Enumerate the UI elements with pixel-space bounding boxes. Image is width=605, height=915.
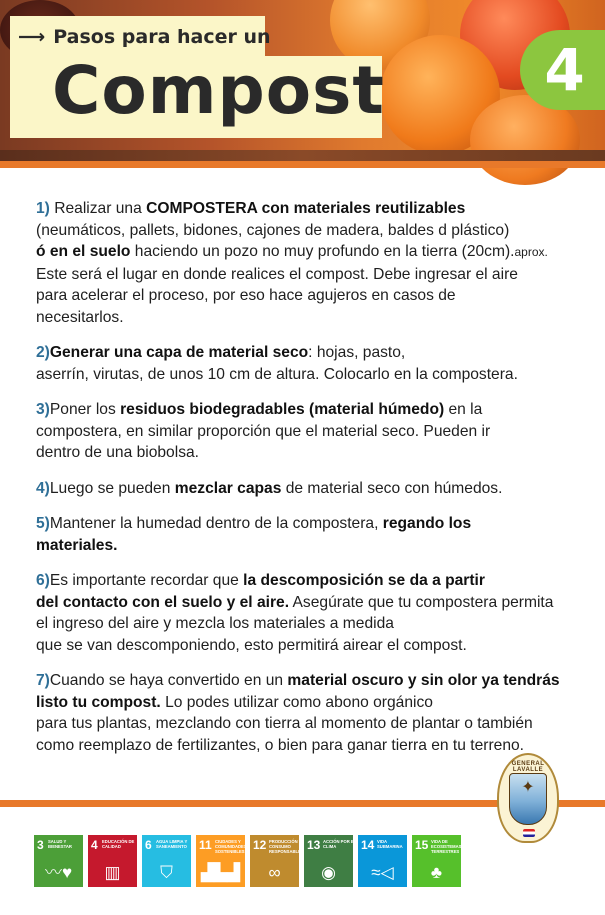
step-text: Lo podes utilizar como abono orgánico: [160, 693, 433, 711]
step-line: [36, 421, 576, 443]
step-text: Es importante recordar que: [49, 572, 244, 589]
step-item: [36, 513, 576, 556]
infinity-icon: ∞: [268, 863, 281, 882]
ods-number: 6: [145, 838, 152, 852]
seal-text: GENERAL LAVALLE: [511, 761, 545, 773]
step-text: Mantener la humedad dentro de la compostera,: [49, 515, 383, 532]
step-line: [36, 513, 576, 535]
step-text: para acelerar el proceso, por eso hace agujeros en casos de: [36, 287, 456, 304]
step-text: Luego se pueden: [49, 479, 175, 497]
step-item: [36, 198, 576, 328]
book-icon: ▥: [104, 863, 121, 882]
step-text: compostera, en similar proporción que el material seco. Pueden ir: [36, 422, 491, 440]
step-text: aserrín, virutas, de unos 10 cm de altura. Colocarlo en la compostera.: [36, 365, 518, 383]
step-line: [36, 198, 576, 220]
ods-goal-4: [88, 835, 137, 887]
ods-goal-13: [304, 835, 357, 887]
ods-label: CIUDADES Y COMUNIDADES SOSTENIBLES: [215, 839, 247, 854]
step-line: [36, 692, 576, 714]
step-number: 7): [36, 672, 50, 689]
step-line: [36, 592, 576, 614]
step-text-bold: COMPOSTERA con materiales reutilizables: [146, 200, 466, 217]
step-item: [36, 399, 576, 464]
step-text-bold: ó en el suelo: [36, 243, 131, 260]
ods-label: PRODUCCIÓN Y CONSUMO RESPONSABLES: [269, 839, 304, 854]
ods-label: VIDA DE ECOSISTEMAS TERRESTRES: [431, 839, 462, 854]
page-title: Compost: [52, 52, 385, 129]
step-text: para tus plantas, mezclando con tierra al momento de plantar o también: [36, 715, 533, 732]
ods-goal-6: [142, 835, 191, 887]
step-text: que se van descomponiendo, esto permitirá airear el compost.: [36, 636, 467, 654]
ods-goal-3: [34, 835, 83, 887]
step-text: : hojas, pasto,: [308, 344, 406, 361]
step-number: 1): [36, 200, 50, 217]
step-text: Cuando se haya convertido en un: [49, 672, 288, 689]
step-line: [36, 364, 576, 386]
step-text-bold: regando los: [382, 515, 472, 532]
step-number-badge: 4: [520, 30, 605, 110]
step-item: [36, 670, 576, 756]
ods-number: 4: [91, 838, 98, 852]
step-line: [36, 535, 576, 557]
heartbeat-icon: 〰♥: [44, 863, 73, 882]
step-line: [36, 307, 576, 329]
step-line: [36, 570, 576, 592]
tree-icon: ♣: [430, 863, 443, 882]
step-text-bold: del contacto con el suelo y el aire.: [36, 593, 290, 611]
step-text: Realizar una: [49, 200, 147, 217]
step-number: 3): [36, 401, 50, 418]
step-line: [36, 442, 576, 464]
step-line: [36, 613, 576, 635]
step-line: [36, 399, 576, 421]
ods-label: SALUD Y BIENESTAR: [48, 839, 72, 849]
step-number: 5): [36, 515, 50, 532]
step-item: [36, 478, 576, 500]
step-text: aprox.: [514, 245, 548, 259]
step-line: [36, 264, 576, 286]
step-text: el ingreso del aire y mezcla los materiales a medida: [36, 615, 394, 632]
step-text: (neumáticos, pallets, bidones, cajones de madera, baldes d plástico): [36, 221, 510, 239]
step-text-bold: listo tu compost.: [36, 693, 161, 711]
step-text: dentro de una biobolsa.: [36, 444, 199, 461]
step-text-bold: materiales.: [36, 536, 118, 554]
step-line: [36, 735, 576, 757]
step-number: 4): [36, 479, 50, 497]
step-text: necesitarlos.: [36, 308, 124, 326]
step-text-bold: material oscuro y sin olor ya tendrás: [287, 672, 560, 689]
ods-number: 3: [37, 838, 44, 852]
ods-number: 11: [199, 838, 212, 852]
orange-divider: [0, 161, 605, 168]
step-line: [36, 220, 576, 242]
eye-globe-icon: ◉: [321, 863, 336, 882]
step-text: como reemplazo de fertilizantes, o bien para ganar tierra en tu terreno.: [36, 736, 525, 754]
bird-icon: ✦: [521, 779, 535, 796]
ods-label: ACCIÓN POR EL CLIMA: [323, 839, 357, 849]
step-line: [36, 635, 576, 657]
step-item: [36, 570, 576, 656]
header-banner: [0, 0, 605, 163]
step-line: [36, 478, 576, 500]
flag-icon: [523, 829, 535, 837]
ods-label: VIDA SUBMARINA: [377, 839, 403, 849]
ods-goal-11: [196, 835, 245, 887]
ods-goal-12: [250, 835, 304, 887]
step-text: en la: [444, 401, 483, 418]
city-icon: ▟▙▟: [200, 863, 241, 882]
step-text-bold: la descomposición se da a partir: [243, 572, 485, 589]
step-number: 2): [36, 344, 50, 361]
page-subtitle: [18, 26, 271, 48]
step-text: Asegúrate que tu compostera permita: [289, 593, 554, 611]
municipal-seal: [497, 753, 559, 843]
step-text-bold: residuos biodegradables (material húmedo): [120, 401, 445, 418]
step-line: [36, 285, 576, 307]
step-text: de material seco con húmedos.: [281, 479, 503, 497]
step-text: haciendo un pozo no muy profundo en la tierra (20cm).: [130, 243, 515, 260]
ods-label: AGUA LIMPIA Y SANEAMIENTO: [156, 839, 188, 849]
ods-goal-15: [412, 835, 461, 887]
subtitle-text: Pasos para hacer un: [53, 26, 271, 48]
ods-number: 12: [253, 838, 267, 852]
ods-number: 13: [307, 838, 321, 852]
step-text-bold: mezclar capas: [174, 479, 282, 497]
step-text: Este será el lugar en donde realices el compost. Debe ingresar el aire: [36, 265, 518, 283]
step-line: [36, 713, 576, 735]
step-line: [36, 241, 576, 264]
step-item: [36, 342, 576, 385]
ods-icons-row: [34, 835, 461, 887]
ods-label: EDUCACIÓN DE CALIDAD: [102, 839, 135, 849]
ods-number: 14: [361, 838, 375, 852]
water-glass-icon: ⛉: [160, 863, 173, 882]
step-line: [36, 670, 576, 692]
steps-list: [36, 198, 576, 770]
arrow-right-icon: ⟶: [18, 26, 46, 48]
step-line: [36, 342, 576, 364]
ods-number: 15: [415, 838, 429, 852]
step-text: Poner los: [49, 401, 121, 418]
fish-icon: ≈◁: [371, 863, 394, 882]
step-text-bold: Generar una capa de material seco: [49, 344, 309, 361]
step-number: 6): [36, 572, 50, 589]
ods-goal-14: [358, 835, 407, 887]
